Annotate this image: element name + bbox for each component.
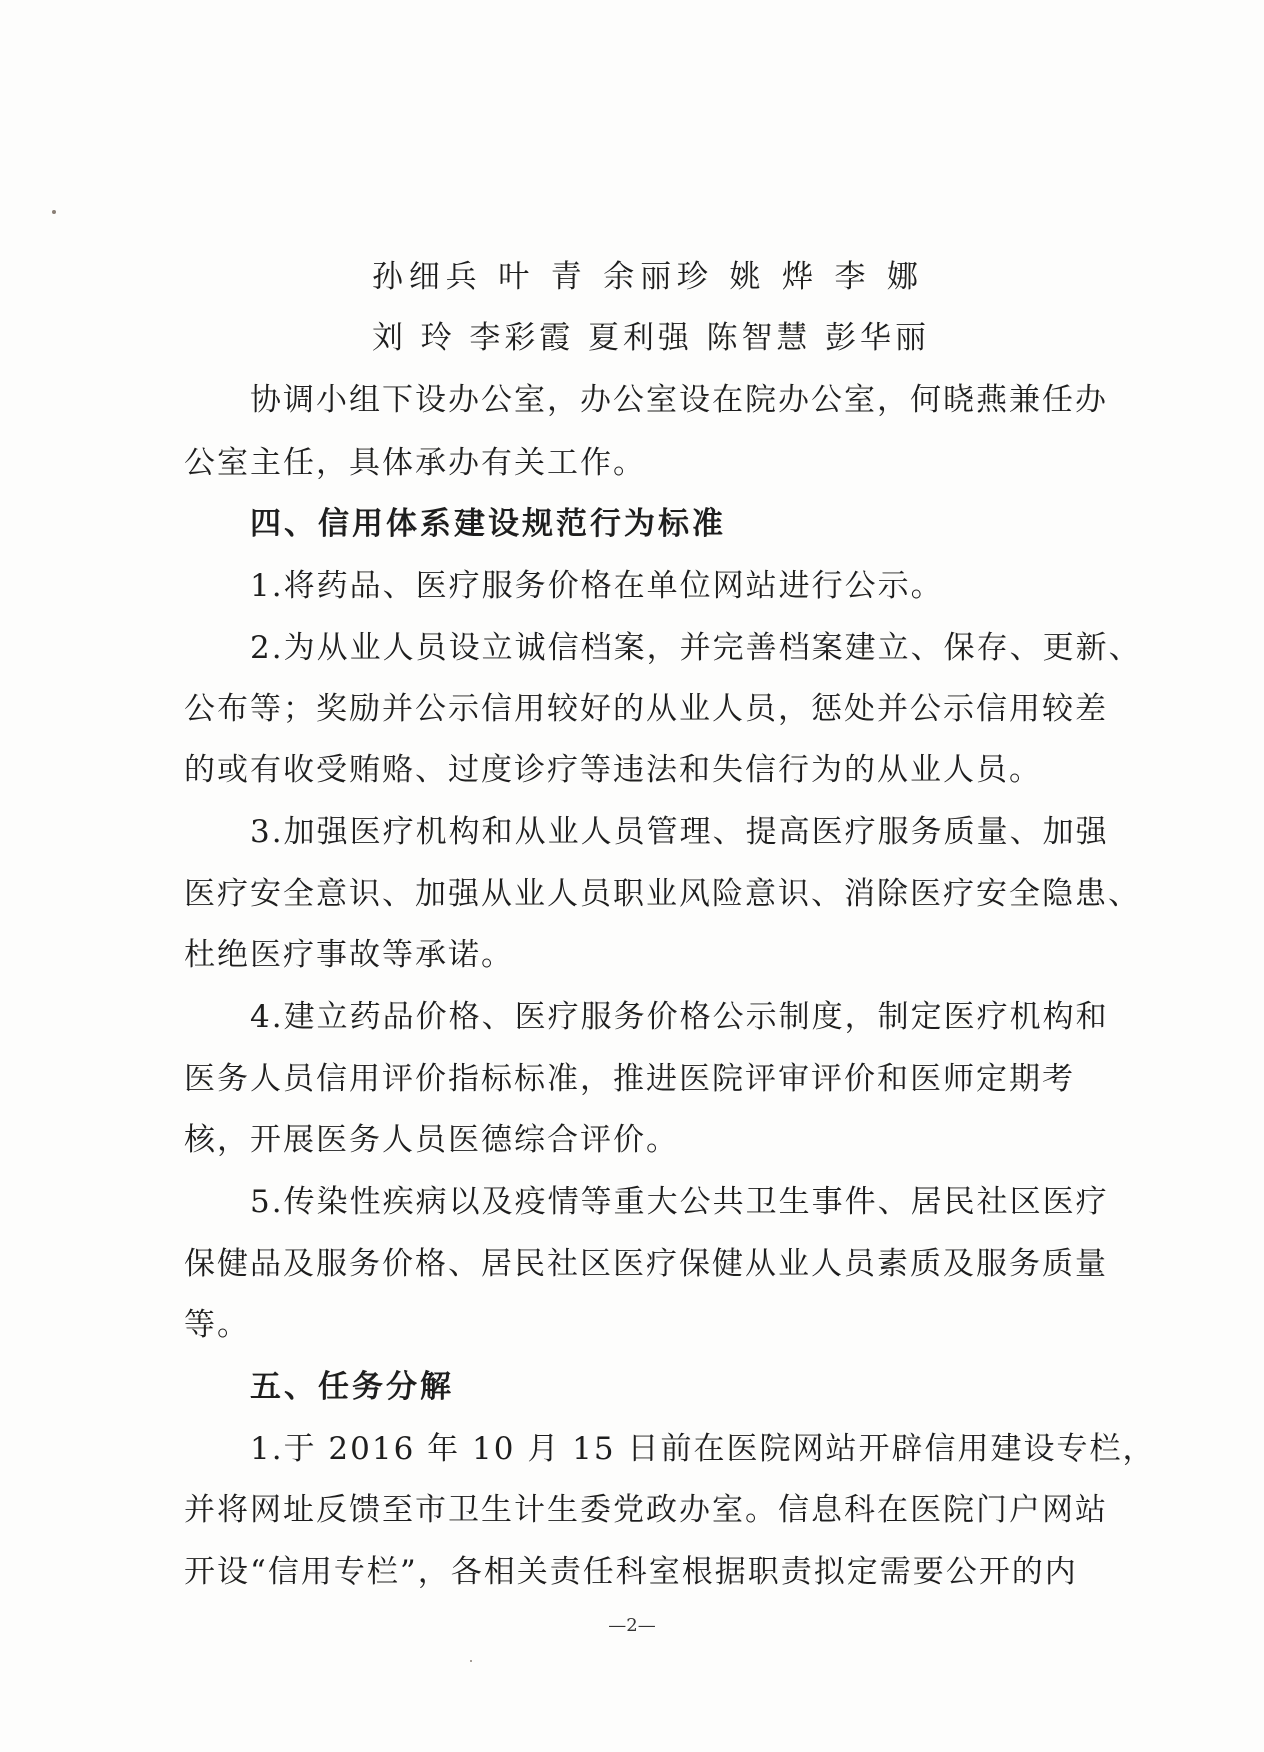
member-names-row-1: 孙细兵 叶 青 余丽珍 姚 烨 李 娜	[372, 259, 920, 295]
list-item-line: 1.将药品、医疗服务价格在单位网站进行公示。	[250, 568, 944, 604]
list-item-line: 等。	[184, 1307, 250, 1343]
list-item-line: 医疗安全意识、加强从业人员职业风险意识、消除医疗安全隐患、	[184, 876, 1141, 912]
task-item-line: 开设“信用专栏”，各相关责任科室根据职责拟定需要公开的内	[184, 1554, 1078, 1590]
member-names-row-2: 刘 玲 李彩霞 夏利强 陈智慧 彭华丽	[372, 320, 928, 356]
scan-speck	[470, 1660, 472, 1662]
section-heading-4: 四、信用体系建设规范行为标准	[250, 506, 726, 542]
list-item-line: 杜绝医疗事故等承诺。	[184, 937, 514, 973]
list-item-line: 保健品及服务价格、居民社区医疗保健从业人员素质及服务质量	[184, 1246, 1108, 1282]
list-item-line: 5.传染性疾病以及疫情等重大公共卫生事件、居民社区医疗	[250, 1184, 1109, 1220]
list-item-line: 医务人员信用评价指标标准，推进医院评审评价和医师定期考	[184, 1061, 1075, 1097]
scan-speck	[52, 210, 56, 214]
list-item-line: 核，开展医务人员医德综合评价。	[184, 1122, 679, 1158]
paragraph-line: 协调小组下设办公室，办公室设在院办公室，何晓燕兼任办	[250, 382, 1108, 418]
paragraph-line: 公室主任，具体承办有关工作。	[184, 445, 646, 481]
task-item-line: 1.于 2016 年 10 月 15 日前在医院网站开辟信用建设专栏，	[250, 1431, 1156, 1467]
task-item-line: 并将网址反馈至市卫生计生委党政办室。信息科在医院门户网站	[184, 1492, 1108, 1528]
list-item-line: 3.加强医疗机构和从业人员管理、提高医疗服务质量、加强	[250, 814, 1109, 850]
list-item-line: 2.为从业人员设立诚信档案，并完善档案建立、保存、更新、	[250, 630, 1142, 666]
list-item-line: 公布等；奖励并公示信用较好的从业人员，惩处并公示信用较差	[184, 691, 1108, 727]
list-item-line: 4.建立药品价格、医疗服务价格公示制度，制定医疗机构和	[250, 999, 1109, 1035]
list-item-line: 的或有收受贿赂、过度诊疗等违法和失信行为的从业人员。	[184, 752, 1042, 788]
section-heading-5: 五、任务分解	[250, 1369, 454, 1405]
page-number: —2—	[608, 1615, 656, 1636]
